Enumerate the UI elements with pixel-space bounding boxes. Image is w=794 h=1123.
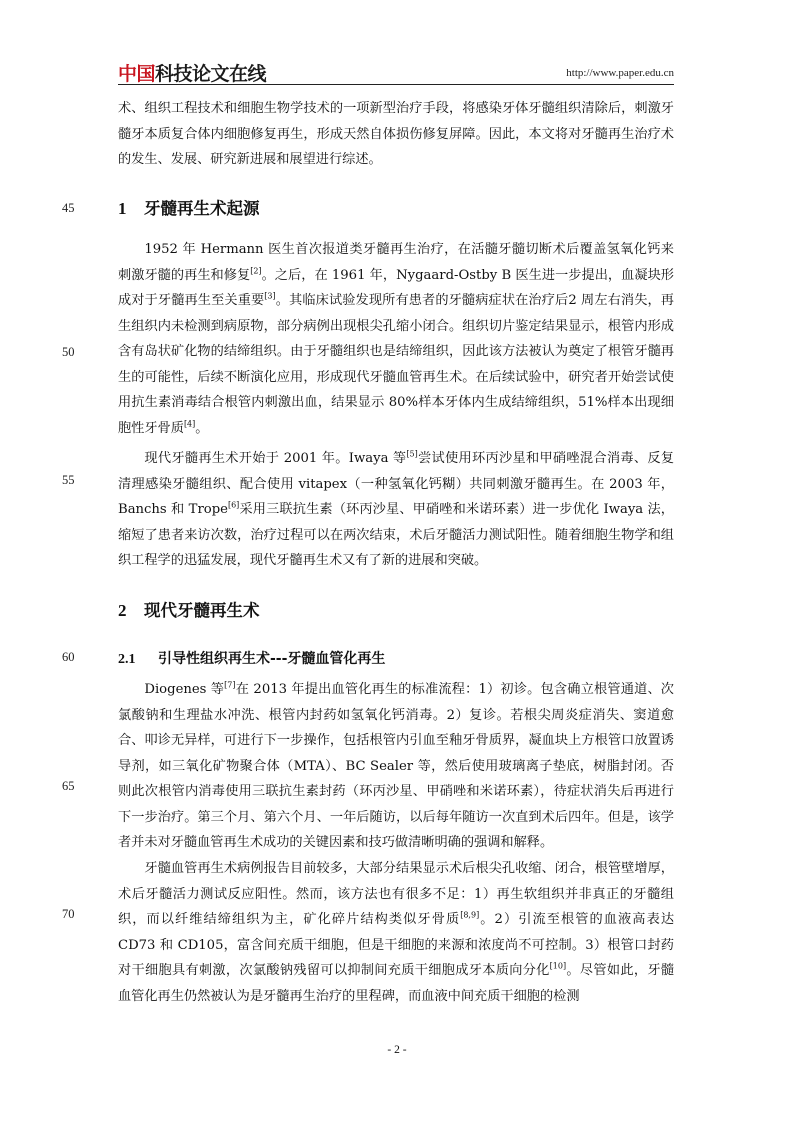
section-2-heading — [118, 597, 260, 621]
citation-7: [7] — [224, 680, 236, 690]
section-2-number: 2 — [118, 601, 127, 620]
journal-logo — [118, 59, 266, 86]
citation-8-9: [8,9] — [460, 910, 480, 920]
s1p2-text-a: 现代牙髓再生术开始于 2001 年。Iwaya 等 — [144, 451, 407, 466]
s1p1-text-a: 1952 年 Hermann 医生首次报道类牙髓再生治疗，在活髓牙髓切断术后覆盖氢氧化钙来刺激牙髓的再生和修复 — [118, 242, 674, 283]
header-rule — [118, 84, 674, 85]
s1p1-text-c: 。其临床试验发现所有患者的牙髓病症状在治疗后2 周左右消失，再生组织内未检测到病原物，部分病例出现根尖孔缩小闭合。组织切片鉴定结果显示，根管内形成含有岛状矿化物的结缔组织。由于牙髓组织也是结缔组织，因此该方法被认为奠定了根管牙髓再生的可能性，后续不断演化应用，形成现代牙髓血管再生术。在后续试验中，研究者开始尝试使用抗生素消毒结合根管内刺激出血，结果显示 80%样本牙体内生成结缔组织，51%样本出现细胞性牙骨质 — [118, 293, 674, 436]
section-1-number: 1 — [118, 199, 127, 218]
citation-4: [4] — [183, 419, 196, 429]
line-number-50: 50 — [62, 345, 75, 359]
logo-part-red: 中国 — [118, 63, 156, 85]
intro-paragraph: 术、组织工程技术和细胞生物学技术的一项新型治疗手段，将感染牙体牙髓组织清除后，刺激牙髓牙本质复合体内细胞修复再生，形成天然自体损伤修复屏障。因此，本文将对牙髓再生治疗术的发生、发展、研究新进展和展望进行综述。 — [118, 101, 674, 167]
s2p1-text-b: 在 2013 年提出血管化再生的标准流程：1）初诊。包含确立根管通道、次氯酸钠和生理盐水冲洗、根管内封药如氢氧化钙消毒。2）复诊。若根尖周炎症消失、窦道愈合、叩诊无异样，可进行下一步操作，包括根管内引血至釉牙骨质界，凝血块上方根管口放置诱导剂，如三氧化矿物聚合体（MTA）、BC Sealer 等，然后使用玻璃离子垫底，树脂封闭。否则此次根管内消毒使用三联抗生素封药（环丙沙星、甲硝唑和米诺环素），待症状消失后再进行下一步治疗。第三个月、第六个月、一年后随访，以后每年随访一次直到术后四年。但是，该学者并未对牙髓血管再生术成功的关键因素和技巧做清晰明确的强调和解释。 — [118, 682, 674, 850]
s1p1-text-b: 。之后，在 1961 年，Nygaard-Ostby B 医生进一步提出，血凝块形成对于牙髓再生至关重要 — [118, 267, 674, 308]
s2p2-text-c: 。尽管如此，牙髓血管化再生仍然被认为是牙髓再生治疗的里程碑，而血液中间充质干细胞的检测 — [118, 963, 675, 1004]
section-2-title: 现代牙髓再生术 — [144, 601, 260, 620]
citation-5: [5] — [406, 449, 418, 459]
s2p1-text-a: Diogenes 等 — [144, 682, 225, 697]
line-number-65: 65 — [62, 779, 75, 793]
s1p2-text-c: 采用三联抗生素（环丙沙星、甲硝唑和米诺环素）进一步优化 Iwaya 法，缩短了患者来访次数，治疗过程可以在两次结束，术后牙髓活力测试阳性。随着细胞生物学和组织工程学的迅猛发展，现代牙髓再生术又有了新的进展和突破。 — [118, 502, 674, 568]
section-1-paragraph-1 — [118, 237, 674, 441]
page-number: - 2 - — [387, 1044, 407, 1056]
header-url: http://www.paper.edu.cn — [566, 67, 674, 79]
logo-part-dark: 科技论文在线 — [155, 63, 267, 85]
section-1-heading — [118, 195, 260, 219]
citation-10: [10] — [549, 961, 567, 971]
line-number-55: 55 — [62, 473, 75, 487]
section-1-title: 牙髓再生术起源 — [144, 199, 260, 218]
line-number-45: 45 — [62, 201, 75, 215]
s1p1-text-d: 。 — [195, 420, 209, 436]
subsection-2-1-heading — [118, 648, 385, 668]
citation-2: [2] — [250, 266, 262, 276]
page-header — [118, 56, 674, 86]
line-number-60: 60 — [62, 650, 75, 664]
s2p2-text-a: 牙髓血管再生术病例报告目前较多，大部分结果显示术后根尖孔收缩、闭合，根管壁增厚，术后牙髓活力测试反应阳性。然而，该方法也有很多不足：1）再生软组织并非真正的牙髓组织，而以纤维结缔组织为主，矿化碎片结构类似牙骨质 — [118, 861, 674, 927]
s1p2-text-b: 尝试使用环丙沙星和甲硝唑混合消毒、反复清理感染牙髓组织、配合使用 vitapex（一种氢氧化钙糊）共同刺激牙髓再生。在 2003 年，Banchs 和 Trope — [118, 451, 675, 517]
section-2-1-paragraph-1 — [118, 677, 674, 856]
line-number-70: 70 — [62, 907, 75, 921]
citation-6: [6] — [227, 500, 240, 510]
section-1-paragraph-2 — [118, 446, 674, 574]
section-2-1-paragraph-2 — [118, 856, 674, 1009]
s2p2-text-b: 。2）引流至根管的血液高表达 CD73 和 CD105，富含间充质干细胞，但是干细胞的来源和浓度尚不可控制。3）根管口封药对干细胞具有刺激，次氯酸钠残留可以抑制间充质干细胞成牙本质向分化 — [118, 912, 675, 978]
citation-3: [3] — [264, 291, 276, 301]
subsection-2-1-title: 引导性组织再生术---牙髓血管化再生 — [158, 651, 386, 667]
subsection-2-1-number: 2.1 — [118, 652, 136, 667]
